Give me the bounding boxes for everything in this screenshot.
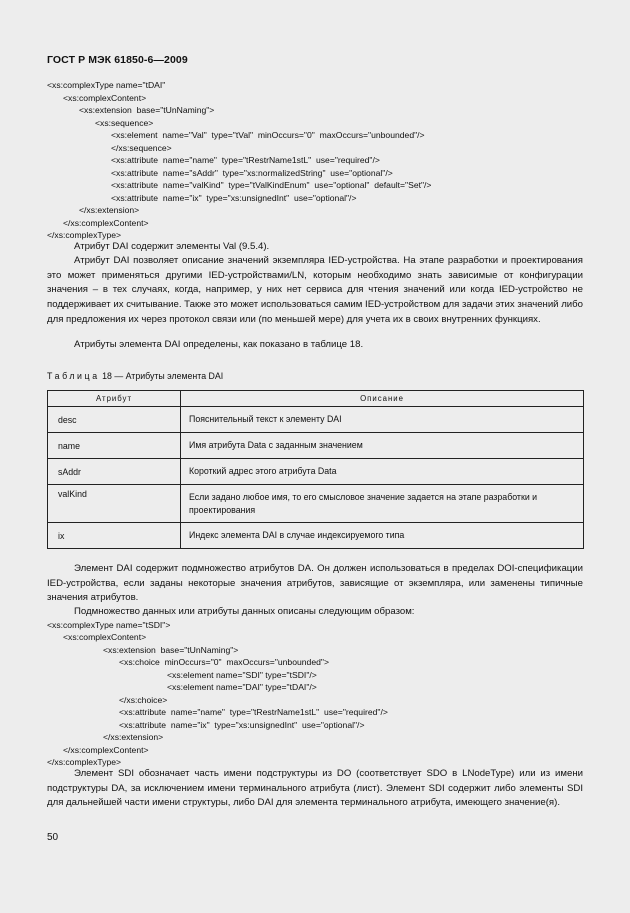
code-line: <xs:attribute name="ix" type="xs:unsignedInt" use="optional"/>: [111, 193, 357, 203]
attributes-table: [47, 390, 584, 549]
code-line: <xs:attribute name="sAddr" type="xs:normalizedString" use="optional"/>: [111, 168, 393, 178]
table-row: [48, 459, 584, 485]
code-line: </xs:complexType>: [47, 757, 122, 767]
code-line: <xs:attribute name="ix" type="xs:unsignedInt" use="optional"/>: [119, 720, 365, 730]
code-line: <xs:complexType name="tSDI">: [47, 620, 171, 630]
code-line: </xs:complexType>: [47, 230, 122, 240]
code-line: <xs:attribute name="name" type="tRestrName1stL" use="required"/>: [119, 707, 388, 717]
table-header-row: [48, 391, 584, 407]
description-cell: Имя атрибута Data с заданным значением: [181, 433, 584, 459]
code-line: <xs:extension base="tUnNaming">: [79, 105, 215, 115]
code-line: <xs:attribute name="name" type="tRestrName1stL" use="required"/>: [111, 155, 380, 165]
code-line: </xs:sequence>: [111, 143, 172, 153]
code-line: </xs:complexContent>: [63, 218, 149, 228]
column-header-attribute: Атрибут: [48, 391, 181, 407]
description-cell: Пояснительный текст к элементу DAI: [181, 407, 584, 433]
code-line: <xs:complexContent>: [63, 632, 147, 642]
paragraph: Атрибут DAI содержит элементы Val (9.5.4).: [74, 241, 270, 252]
code-line: <xs:extension base="tUnNaming">: [103, 645, 239, 655]
code-line: <xs:element name="Val" type="tVal" minOccurs="0" maxOccurs="unbounded"/>: [111, 130, 425, 140]
paragraph: Атрибут DAI позволяет описание значений экземпляра IED-устройства. На этапе разработки и проектирования это может применяться другими IED-устройствами/LN, которым необходимо знать зависимые от конфигурации значения – в тех случаях, когда, например, у них нет сервиса для чтения значений или когда IED-устройство не поддерживает их считывание. Также это может использоваться самим IED-устройством для задачи этих значений либо для предложения их через протокол связи или (по меньшей мере) для учета их в своих внутренних функциях.: [47, 255, 583, 325]
table-row: [48, 523, 584, 549]
document-header: ГОСТ Р МЭК 61850-6—2009: [47, 54, 188, 66]
paragraph: Элемент DAI содержит подмножество атрибутов DA. Он должен использоваться в пределах DOI-спецификации IED-устройства, если заданы некоторые значения атрибутов, зависящие от экземпляра, или заменены типичные значения атрибутов.: [47, 563, 583, 604]
code-line: <xs:sequence>: [95, 118, 154, 128]
code-line: <xs:element name="DAI" type="tDAI"/>: [167, 682, 317, 692]
code-line: <xs:complexType name="tDAI": [47, 80, 166, 90]
code-line: </xs:extension>: [79, 205, 140, 215]
table-row: [48, 433, 584, 459]
attribute-cell: valKind: [48, 485, 181, 523]
attribute-cell: name: [48, 433, 181, 459]
paragraph: Элемент SDI обозначает часть имени подструктуры из DO (соответствует SDO в LNodeType) или из имени подструктуры DA, за исключением имени терминального атрибута (лист). Элемент SDI содержит либо элементы SDI для дальнейшей части имени структуры, либо DAI для элемента терминального атрибута, имеющего значение(я).: [47, 768, 583, 809]
column-header-description: Описание: [181, 391, 584, 407]
attribute-cell: ix: [48, 523, 181, 549]
code-line: <xs:choice minOccurs="0" maxOccurs="unbounded">: [119, 657, 329, 667]
code-line: <xs:element name="SDI" type="tSDI"/>: [167, 670, 317, 680]
table-row: [48, 485, 584, 523]
description-cell: Короткий адрес этого атрибута Data: [181, 459, 584, 485]
paragraph: Подмножество данных или атрибуты данных описаны следующим образом:: [74, 606, 415, 617]
code-line: <xs:attribute name="valKind" type="tValKindEnum" use="optional" default="Set"/>: [111, 180, 432, 190]
code-line: </xs:extension>: [103, 732, 164, 742]
page-number: 50: [47, 832, 59, 843]
description-cell: Индекс элемента DAI в случае индексируемого типа: [181, 523, 584, 549]
paragraph: Атрибуты элемента DAI определены, как показано в таблице 18.: [74, 339, 364, 350]
code-line: <xs:complexContent>: [63, 93, 147, 103]
attribute-cell: sAddr: [48, 459, 181, 485]
description-cell: Если задано любое имя, то его смысловое значение задается на этапе разработки и проектирования: [181, 485, 584, 523]
attribute-cell: desc: [48, 407, 181, 433]
code-line: </xs:choice>: [119, 695, 168, 705]
code-line: </xs:complexContent>: [63, 745, 149, 755]
table-caption: Таблица 18 — Атрибуты элемента DAI: [47, 371, 224, 381]
table-row: [48, 407, 584, 433]
